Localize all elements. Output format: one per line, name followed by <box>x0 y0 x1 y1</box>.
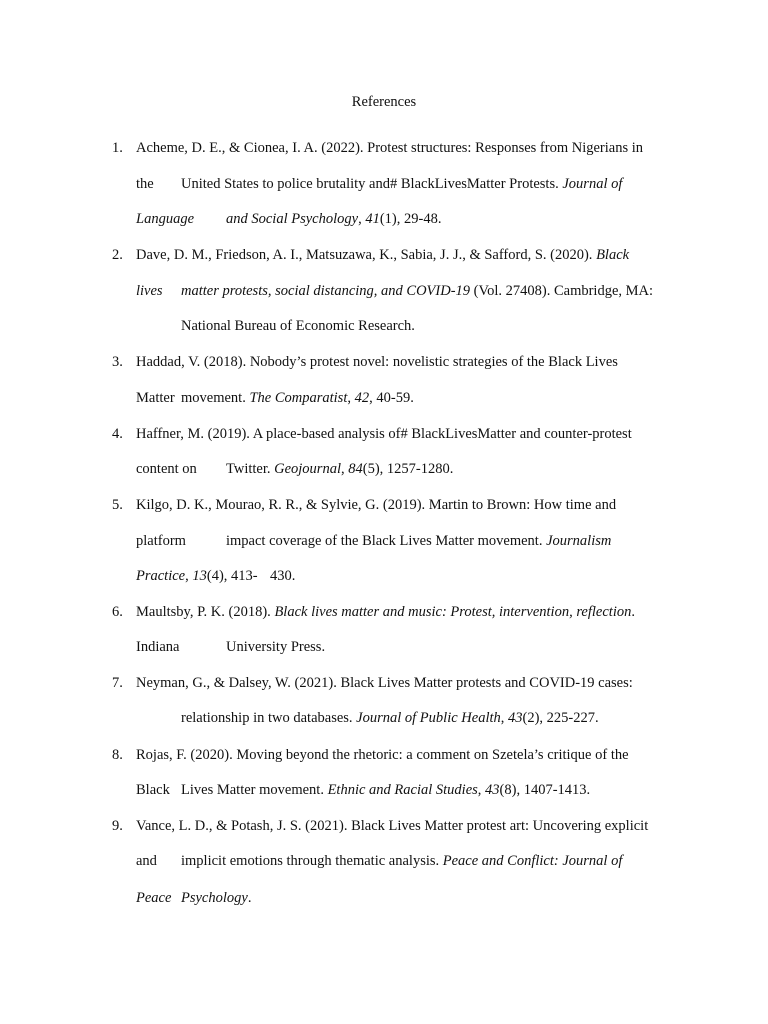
italic-text: Black <box>596 247 630 263</box>
reference-line <box>181 709 599 727</box>
reference-line <box>226 210 441 228</box>
italic-text: and Social Psychology <box>226 211 359 227</box>
text-segment: (5), 1257-1280. <box>362 461 454 477</box>
reference-line <box>136 175 154 193</box>
reference-line <box>136 889 171 907</box>
italic-text: Peace <box>136 890 172 906</box>
text-segment: Lives Matter movement. <box>181 782 328 798</box>
text-segment: and <box>136 853 157 869</box>
reference-line <box>136 460 197 478</box>
reference-line <box>226 532 611 550</box>
text-segment: 430. <box>270 568 296 584</box>
reference-number: 5. <box>112 497 123 513</box>
italic-text: Ethnic and Racial Studies <box>327 782 478 798</box>
text-segment: Haffner, M. (2019). A place-based analysis of# BlackLivesMatter and counter-protest <box>136 426 632 442</box>
reference-line <box>136 353 618 371</box>
reference-line <box>136 567 258 585</box>
reference-number: 9. <box>112 818 123 834</box>
italic-text: Practice <box>136 568 186 584</box>
reference-line <box>181 889 251 907</box>
reference-line <box>136 532 186 550</box>
text-segment: Acheme, D. E., & Cionea, I. A. (2022). Protest structures: Responses from Nigerians in <box>136 140 644 156</box>
italic-text: Peace and Conflict: Journal of <box>442 853 623 869</box>
text-segment: University Press. <box>226 639 326 655</box>
text-segment: relationship in two databases. <box>181 710 357 726</box>
reference-line <box>136 674 633 692</box>
reference-line <box>136 496 616 514</box>
reference-number: 7. <box>112 675 123 691</box>
italic-text: 43 <box>485 782 500 798</box>
italic-text: Journal of <box>562 176 623 192</box>
text-segment: . <box>247 890 252 906</box>
italic-text: Journalism <box>546 533 612 549</box>
text-segment: (8), 1407-1413. <box>499 782 591 798</box>
italic-text: 84 <box>348 461 363 477</box>
text-segment: Matter <box>136 390 175 406</box>
reference-number: 3. <box>112 354 123 370</box>
text-segment: , <box>500 710 508 726</box>
italic-text: Black lives matter and music: Protest, intervention, reflection <box>274 604 632 620</box>
text-segment: (4), 413- <box>206 568 258 584</box>
text-segment: Twitter. <box>226 461 275 477</box>
reference-line <box>181 852 622 870</box>
text-segment: Neyman, G., & Dalsey, W. (2021). Black Lives Matter protests and COVID-19 cases: <box>136 675 633 691</box>
reference-line <box>136 246 629 264</box>
text-segment: , <box>185 568 193 584</box>
reference-number: 8. <box>112 747 123 763</box>
italic-text: 41 <box>365 211 380 227</box>
italic-text: 42 <box>354 390 370 406</box>
text-segment: , <box>358 211 366 227</box>
italic-text: matter protests, social distancing, and COVID-19 <box>181 283 471 299</box>
text-segment: . <box>631 604 635 620</box>
reference-line <box>136 210 194 228</box>
italic-text: Journal of Public Health <box>356 710 501 726</box>
text-segment: content on <box>136 461 197 477</box>
text-segment: , <box>340 461 349 477</box>
reference-number: 2. <box>112 247 123 263</box>
text-segment: (Vol. 27408). Cambridge, MA: <box>470 283 654 299</box>
reference-line <box>181 389 414 407</box>
reference-line <box>136 425 632 443</box>
reference-line <box>136 282 163 300</box>
reference-line <box>181 282 653 300</box>
italic-text: 43 <box>508 710 523 726</box>
text-segment: Black <box>136 782 170 798</box>
reference-line <box>226 460 453 478</box>
reference-line <box>136 389 175 407</box>
text-segment: (2), 225-227. <box>522 710 599 726</box>
text-segment: Rojas, F. (2020). Moving beyond the rhetoric: a comment on Szetela’s critique of the <box>136 747 629 763</box>
text-segment: the <box>136 176 154 192</box>
italic-text: Geojournal <box>274 461 341 477</box>
reference-line <box>136 603 635 621</box>
reference-number: 1. <box>112 140 123 156</box>
text-segment: Dave, D. M., Friedson, A. I., Matsuzawa, K., Sabia, J. J., & Safford, S. (2020). <box>136 247 597 263</box>
reference-line <box>136 781 170 799</box>
reference-line <box>136 139 643 157</box>
references-heading: References <box>351 94 417 110</box>
reference-line <box>181 317 415 335</box>
text-segment: Maultsby, P. K. (2018). <box>136 604 275 620</box>
reference-line <box>136 817 648 835</box>
text-segment: United States to police brutality and# BlackLivesMatter Protests. <box>181 176 563 192</box>
text-segment: , <box>477 782 486 798</box>
text-segment: implicit emotions through thematic analysis. <box>181 853 443 869</box>
reference-line <box>181 175 622 193</box>
reference-number: 6. <box>112 604 123 620</box>
text-segment: Kilgo, D. K., Mourao, R. R., & Sylvie, G. (2019). Martin to Brown: How time and <box>136 497 617 513</box>
reference-line <box>226 638 325 656</box>
reference-line <box>136 638 179 656</box>
reference-line <box>181 781 590 799</box>
reference-line <box>270 567 295 585</box>
italic-text: Language <box>136 211 194 227</box>
reference-line <box>136 746 629 764</box>
text-segment: , <box>347 390 355 406</box>
text-segment: (1), 29-48. <box>379 211 442 227</box>
text-segment: , 40-59. <box>369 390 414 406</box>
italic-text: Psychology <box>181 890 248 906</box>
reference-line <box>136 852 157 870</box>
italic-text: 13 <box>192 568 207 584</box>
reference-number: 4. <box>112 426 123 442</box>
text-segment: movement. <box>181 390 250 406</box>
italic-text: lives <box>136 283 163 299</box>
text-segment: Vance, L. D., & Potash, J. S. (2021). Black Lives Matter protest art: Uncovering explicit <box>136 818 649 834</box>
italic-text: The Comparatist <box>249 390 348 406</box>
text-segment: National Bureau of Economic Research. <box>181 318 415 334</box>
text-segment: Indiana <box>136 639 180 655</box>
text-segment: impact coverage of the Black Lives Matter movement. <box>226 533 547 549</box>
text-segment: Haddad, V. (2018). Nobody’s protest novel: novelistic strategies of the Black Lives <box>136 354 618 370</box>
text-segment: platform <box>136 533 186 549</box>
